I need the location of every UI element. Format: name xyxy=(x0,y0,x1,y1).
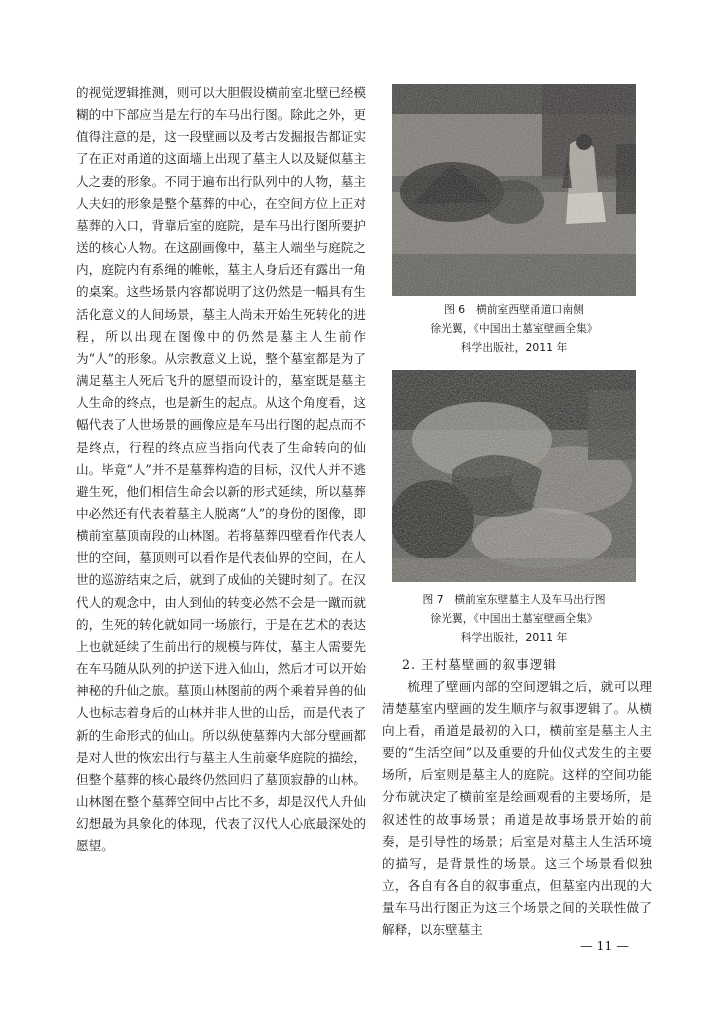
page-number: — 11 — xyxy=(580,938,629,953)
left-paragraph: 的视觉逻辑推测，则可以大胆假设横前室北壁已经模糊的中下部应当是左行的车马出行图。除此之外，更值得注意的是，这一段壁画以及考古发掘报告都证实了在正对甬道的这面墙上出现了墓主人以及疑似墓主人之妻的形象。不同于遍布出行队列中的人物，墓主人夫妇的形象是整个墓葬的中心，在空间方位上正对墓葬的入口，背靠后室的庭院，是车马出行图所要护送的核心人物。在这副画像中，墓主人端坐与庭院之内，庭院内有系绳的帷帐，墓主人身后还有露出一角的桌案。这些场景内容都说明了这仍然是一幅具有生活化意义的人间场景，墓主人尚未开始生死转化的进程，所以出现在图像中的仍然是墓主人生前作为“人”的形象。从宗教意义上说，整个墓室都是为了满足墓主人死后飞升的愿望而设计的，墓室既是墓主人生命的终点，也是新生的起点。从这个角度看，这幅代表了人世场景的画像应是车马出行图的起点而不是终点，行程的终点应当指向代表了生命转向的仙山。毕竟“人”并不是墓葬构造的目标，汉代人并不逃避生死，他们相信生命会以新的形式延续，所以墓葬中必然还有代表着墓主人脱离“人”的身份的图像，即横前室墓顶南段的山林图。若将墓葬四壁看作代表人世的空间，墓顶则可以看作是代表仙界的空间，在人世的巡游结束之后，就到了成仙的关键时刻了。在汉代人的观念中，由人到仙的转变必然不会是一蹴而就的，生死的转化就如同一场旅行，于是在艺术的表达上也就延续了生前出行的规模与阵仗，墓主人需要先在车马随从队列的护送下进入仙山，然后才可以开始神秘的升仙之旅。墓顶山林图前的两个乘着异兽的仙人也标志着身后的山林并非人世的山岳，而是代表了新的生命形式的仙山。所以纵使墓葬内大部分壁画都是对人世的恢宏出行与墓主人生前豪华庭院的描绘，但整个墓葬的核心最终仍然回归了墓顶寂静的山林。山林图在整个墓葬空间中占比不多，却是汉代人升仙幻想最为具象化的体现，代表了汉代人心底最深处的愿望。 xyxy=(76,85,366,854)
left-column-text xyxy=(76,82,366,857)
section-heading: 2. 王村墓壁画的叙事逻辑 xyxy=(402,657,557,672)
figure-7-caption-title: 图 7 横前室东壁墓主人及车马出行图 xyxy=(422,593,606,606)
figure-7-caption-source: 徐光翼，《中国出土墓室壁画全集》 xyxy=(430,612,598,625)
right-paragraph: 梳理了壁画内部的空间逻辑之后，就可以理清楚墓室内壁画的发生顺序与叙事逻辑了。从横向上看，甬道是最初的入口，横前室是墓主人主要的“生活空间”以及重要的升仙仪式发生的主要场所，后室则是墓主人的庭院。这样的空间功能分布就决定了横前室是绘画观看的主要场所，是叙述性的故事场景；甬道是故事场景开始的前奏，是引导性的场景；后室是对墓主人生活环境的描写，是背景性的场景。这三个场景看似独立，各自有各自的叙事重点，但墓室内出现的大量车马出行图正为这三个场景之间的关联性做了解释，以东壁墓主 xyxy=(382,679,652,938)
figure-6-caption-publisher: 科学出版社，2011 年 xyxy=(460,341,568,354)
figure-6-image xyxy=(392,84,636,296)
figure-7-mural-photo xyxy=(392,370,636,582)
figure-7-caption xyxy=(380,590,648,647)
right-column-text xyxy=(382,676,652,941)
figure-6-caption-title: 图 6 横前室西壁甬道口南侧 xyxy=(444,303,584,316)
figure-7-caption-publisher: 科学出版社，2011 年 xyxy=(460,631,568,644)
figure-6-mural-photo xyxy=(392,84,636,296)
figure-6-caption xyxy=(380,300,648,357)
figure-7-image xyxy=(392,370,636,582)
figure-6-caption-source: 徐光翼，《中国出土墓室壁画全集》 xyxy=(430,322,598,335)
